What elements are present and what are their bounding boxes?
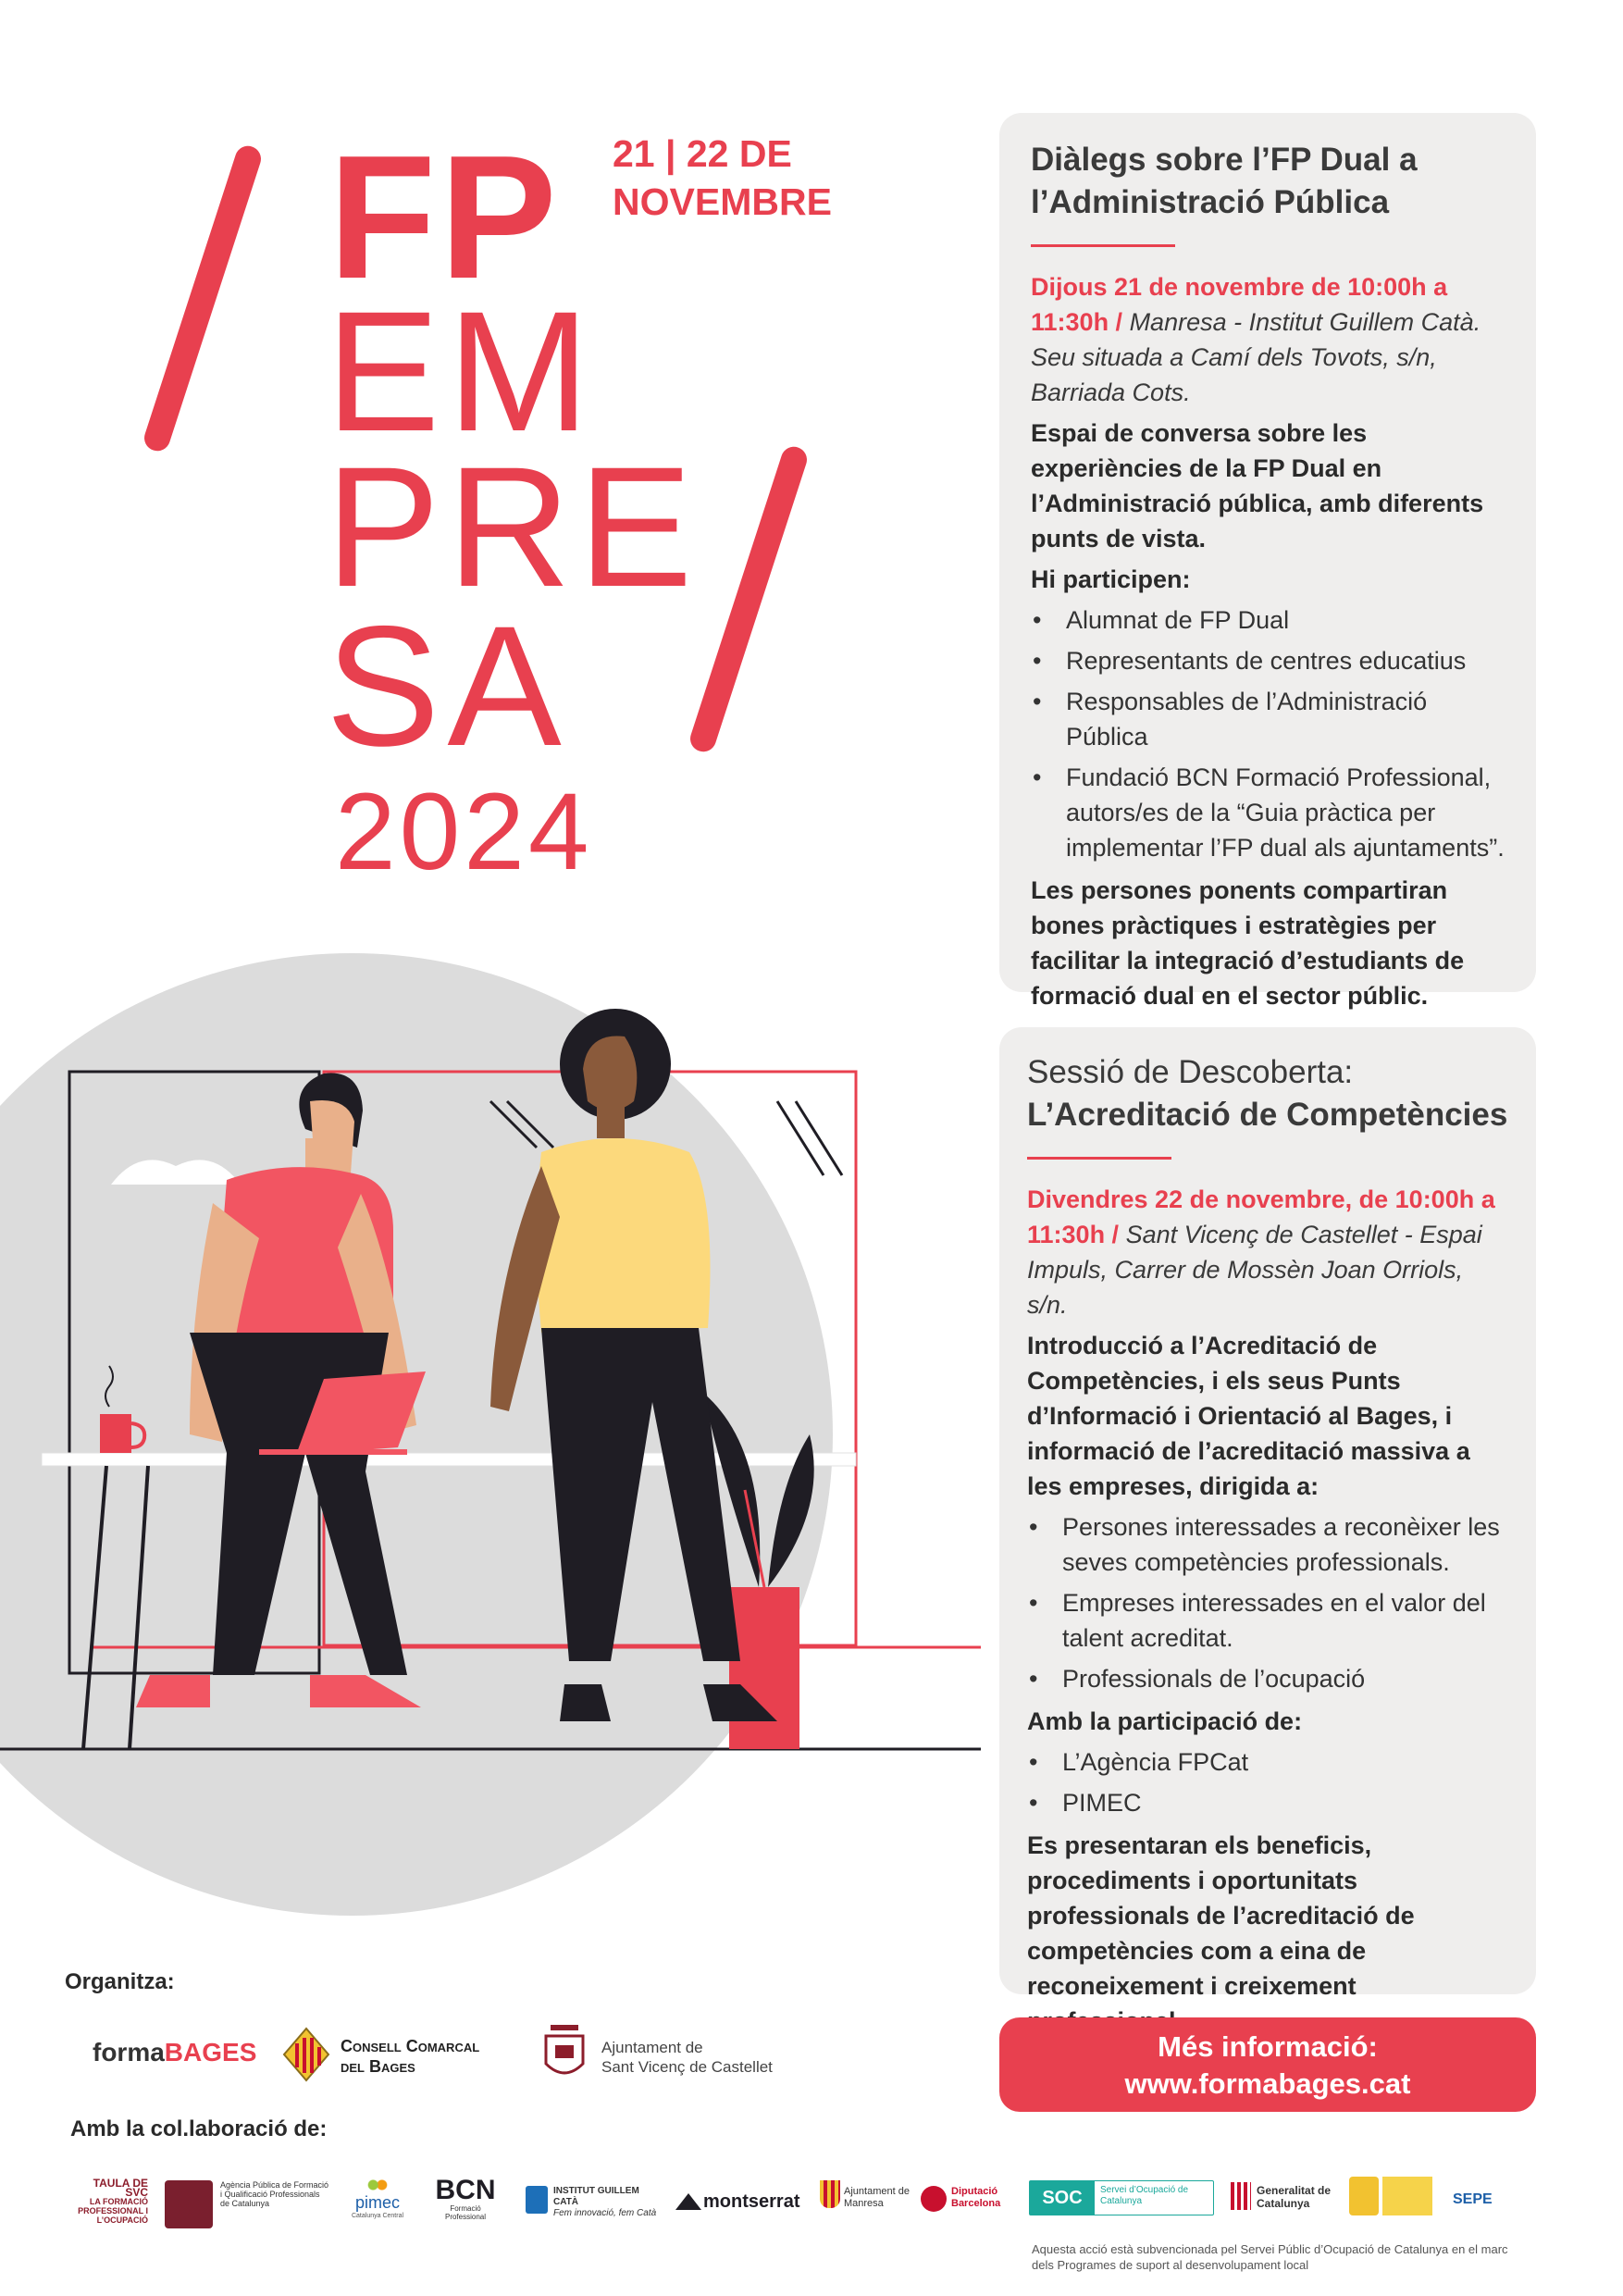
soc-mark: SOC — [1030, 2181, 1095, 2215]
list-item: • Empreses interessades en el valor del talent acreditat. — [1027, 1585, 1508, 1656]
logo-diputacio: Diputació Barcelona — [951, 2186, 1001, 2209]
ministry-block-icon — [1382, 2177, 1432, 2215]
ajuntament-line1: Ajuntament de — [601, 2039, 703, 2056]
card1-title-line2: l’Administració Pública — [1031, 184, 1390, 220]
card1-participants-label: Hi participen: — [1031, 565, 1191, 593]
manresa-crest-icon — [820, 2180, 840, 2208]
card2-participation-label: Amb la participació de: — [1027, 1707, 1303, 1735]
event-dates-line2: NOVEMBRE — [613, 180, 832, 223]
formabages-logo — [93, 2038, 256, 2067]
card1-schedule — [1031, 269, 1505, 410]
card2-subtitle: Sessió de Descoberta: — [1027, 1054, 1354, 1090]
title-year: 2024 — [335, 771, 593, 893]
event-card-fp-dual — [999, 113, 1536, 1010]
card2-schedule — [1027, 1182, 1508, 1322]
more-info-button[interactable] — [999, 2017, 1536, 2112]
funding-note: Aquesta acció està subvencionada pel Servei Públic d’Ocupació de Catalunya en el marc dels Programes de suport al desenvolupament local — [1032, 2242, 1508, 2272]
list-item: • Persones interessades a reconèixer les seves competències professionals. — [1027, 1509, 1508, 1580]
soc-logo — [1029, 2180, 1214, 2215]
event-dates — [613, 130, 832, 226]
card1-when: Dijous 21 de novembre de 10:00h a 11:30h / — [1031, 273, 1448, 336]
card1-intro: Espai de conversa sobre les experiències de la FP Dual en l’Administració pública, amb diferents punts de vista. — [1031, 419, 1484, 552]
pimec-logo — [350, 2177, 405, 2219]
consell-line1: Consell Comarcal — [341, 2037, 480, 2055]
card2-title: L’Acreditació de Competències — [1027, 1097, 1508, 1133]
list-item: • Professionals de l’ocupació — [1027, 1661, 1508, 1696]
list-item: • L’Agència FPCat — [1027, 1744, 1508, 1780]
pimec-dots-icon — [366, 2177, 389, 2193]
logo-montserrat: montserrat — [703, 2191, 800, 2212]
logo-generalitat: Generalitat de Catalunya — [1257, 2184, 1332, 2210]
left-slash-decoration — [141, 143, 264, 454]
card2-closing: Es presentaran els beneficis, procediments i oportunitats professionals de l’acreditació de competències com a eina de reconeixement i creixement — [1027, 1831, 1415, 2000]
logo-taula-svc-line2: LA FORMACIÓ PROFESSIONAL I L’OCUPACIÓ — [78, 2197, 148, 2225]
title-line-sa: SA — [326, 591, 569, 782]
card2-participation-list — [1027, 1744, 1508, 1820]
card2-intro: Introducció a l’Acreditació de Competències, i els seus Punts d’Informació i Orientació al Bages, i informació de l’acreditació massiva a les empreses, dirigida a: — [1027, 1332, 1470, 1500]
bcn-sub: Formació Professional — [444, 2204, 487, 2221]
title-line-pre: PRE — [326, 432, 700, 623]
card2-where: Sant Vicenç de Castellet - Espai Impuls, Carrer de Mossèn Joan Orriols, s/n. — [1027, 1221, 1482, 1319]
logo-taula-svc — [74, 2178, 148, 2225]
logo-guillem-cata — [553, 2186, 664, 2219]
card2-when: Divendres 22 de novembre, de 10:00h a 11:30h / — [1027, 1185, 1495, 1248]
collaborators-label: Amb la col.laboració de: — [70, 2116, 328, 2141]
card1-participants-list — [1031, 602, 1505, 865]
mug — [100, 1414, 131, 1453]
event-dates-line1: 21 | 22 DE — [613, 132, 792, 175]
guillem-line1: INSTITUT GUILLEM CATÀ — [553, 2186, 639, 2207]
soc-sub: Servei d’Ocupació de Catalunya — [1100, 2185, 1189, 2206]
guillem-line2: Fem innovació, fem Catà — [553, 2208, 657, 2218]
consell-comarcal-shield-icon — [282, 2027, 330, 2082]
list-item: • Responsables de l’Administració Pública — [1031, 684, 1505, 754]
right-slash-decoration — [687, 443, 810, 755]
title-line-em: EM — [326, 277, 598, 467]
montserrat-mountain-icon — [675, 2193, 701, 2210]
card1-closing: Les persones ponents compartiran bones pràctiques i estratègies per facilitar la integració d’estudiants de formació dual en el sector públic. — [1031, 876, 1465, 1010]
consell-line2: del Bages — [341, 2057, 415, 2076]
fpcat-logo-icon — [165, 2180, 213, 2228]
bcn-mark: BCN — [435, 2175, 496, 2205]
more-info-url[interactable]: www.formabages.cat — [1124, 2067, 1411, 2100]
ajuntament-svc-text — [601, 2038, 773, 2077]
card1-divider — [1031, 244, 1175, 247]
ajuntament-line2: Sant Vicenç de Castellet — [601, 2058, 773, 2076]
organizers-label: Organitza: — [65, 1969, 175, 1994]
plant-pot — [729, 1587, 799, 1749]
list-item: • Alumnat de FP Dual — [1031, 602, 1505, 638]
title-fp: FP — [328, 119, 561, 316]
pimec-name: pimec — [354, 2193, 400, 2212]
logo-fpcat: Agència Pública de Formació i Qualificació Professionals de Catalunya — [220, 2180, 329, 2208]
generalitat-icon — [1231, 2182, 1251, 2210]
logo-manresa: Ajuntament de Manresa — [844, 2186, 910, 2209]
card1-title-line1: Diàlegs sobre l’FP Dual a — [1031, 142, 1418, 178]
event-card-acreditacio — [999, 1027, 1536, 2000]
more-info-label: Més informació: — [1158, 2030, 1378, 2063]
guillem-cata-logo-icon — [526, 2186, 548, 2214]
list-item: • Representants de centres educatius — [1031, 643, 1505, 678]
pimec-sub: Catalunya Central — [351, 2213, 404, 2219]
consell-comarcal-text — [341, 2036, 479, 2077]
formabages-logo-forma: forma — [93, 2038, 165, 2066]
card2-divider — [1027, 1157, 1171, 1160]
logo-taula-svc-line1: TAULA DE SVC — [93, 2177, 148, 2199]
spain-coat-icon — [1349, 2177, 1379, 2215]
card1-where: Manresa - Institut Guillem Catà. Seu situada a Camí dels Tovots, s/n, Barriada Cots. — [1031, 308, 1481, 406]
list-item: • Fundació BCN Formació Professional, autors/es de la “Guia pràctica per implementar l’FP dual als ajuntaments”. — [1031, 760, 1505, 865]
office-illustration — [0, 953, 981, 1943]
logo-sepe: SEPE — [1453, 2191, 1493, 2207]
diputacio-circle-icon — [921, 2186, 947, 2212]
list-item: • PIMEC — [1027, 1785, 1508, 1820]
ajuntament-svc-crest-icon — [541, 2017, 588, 2082]
card2-audience-list — [1027, 1509, 1508, 1696]
bcn-fp-logo — [433, 2177, 498, 2221]
formabages-logo-bages: BAGES — [164, 2038, 257, 2066]
